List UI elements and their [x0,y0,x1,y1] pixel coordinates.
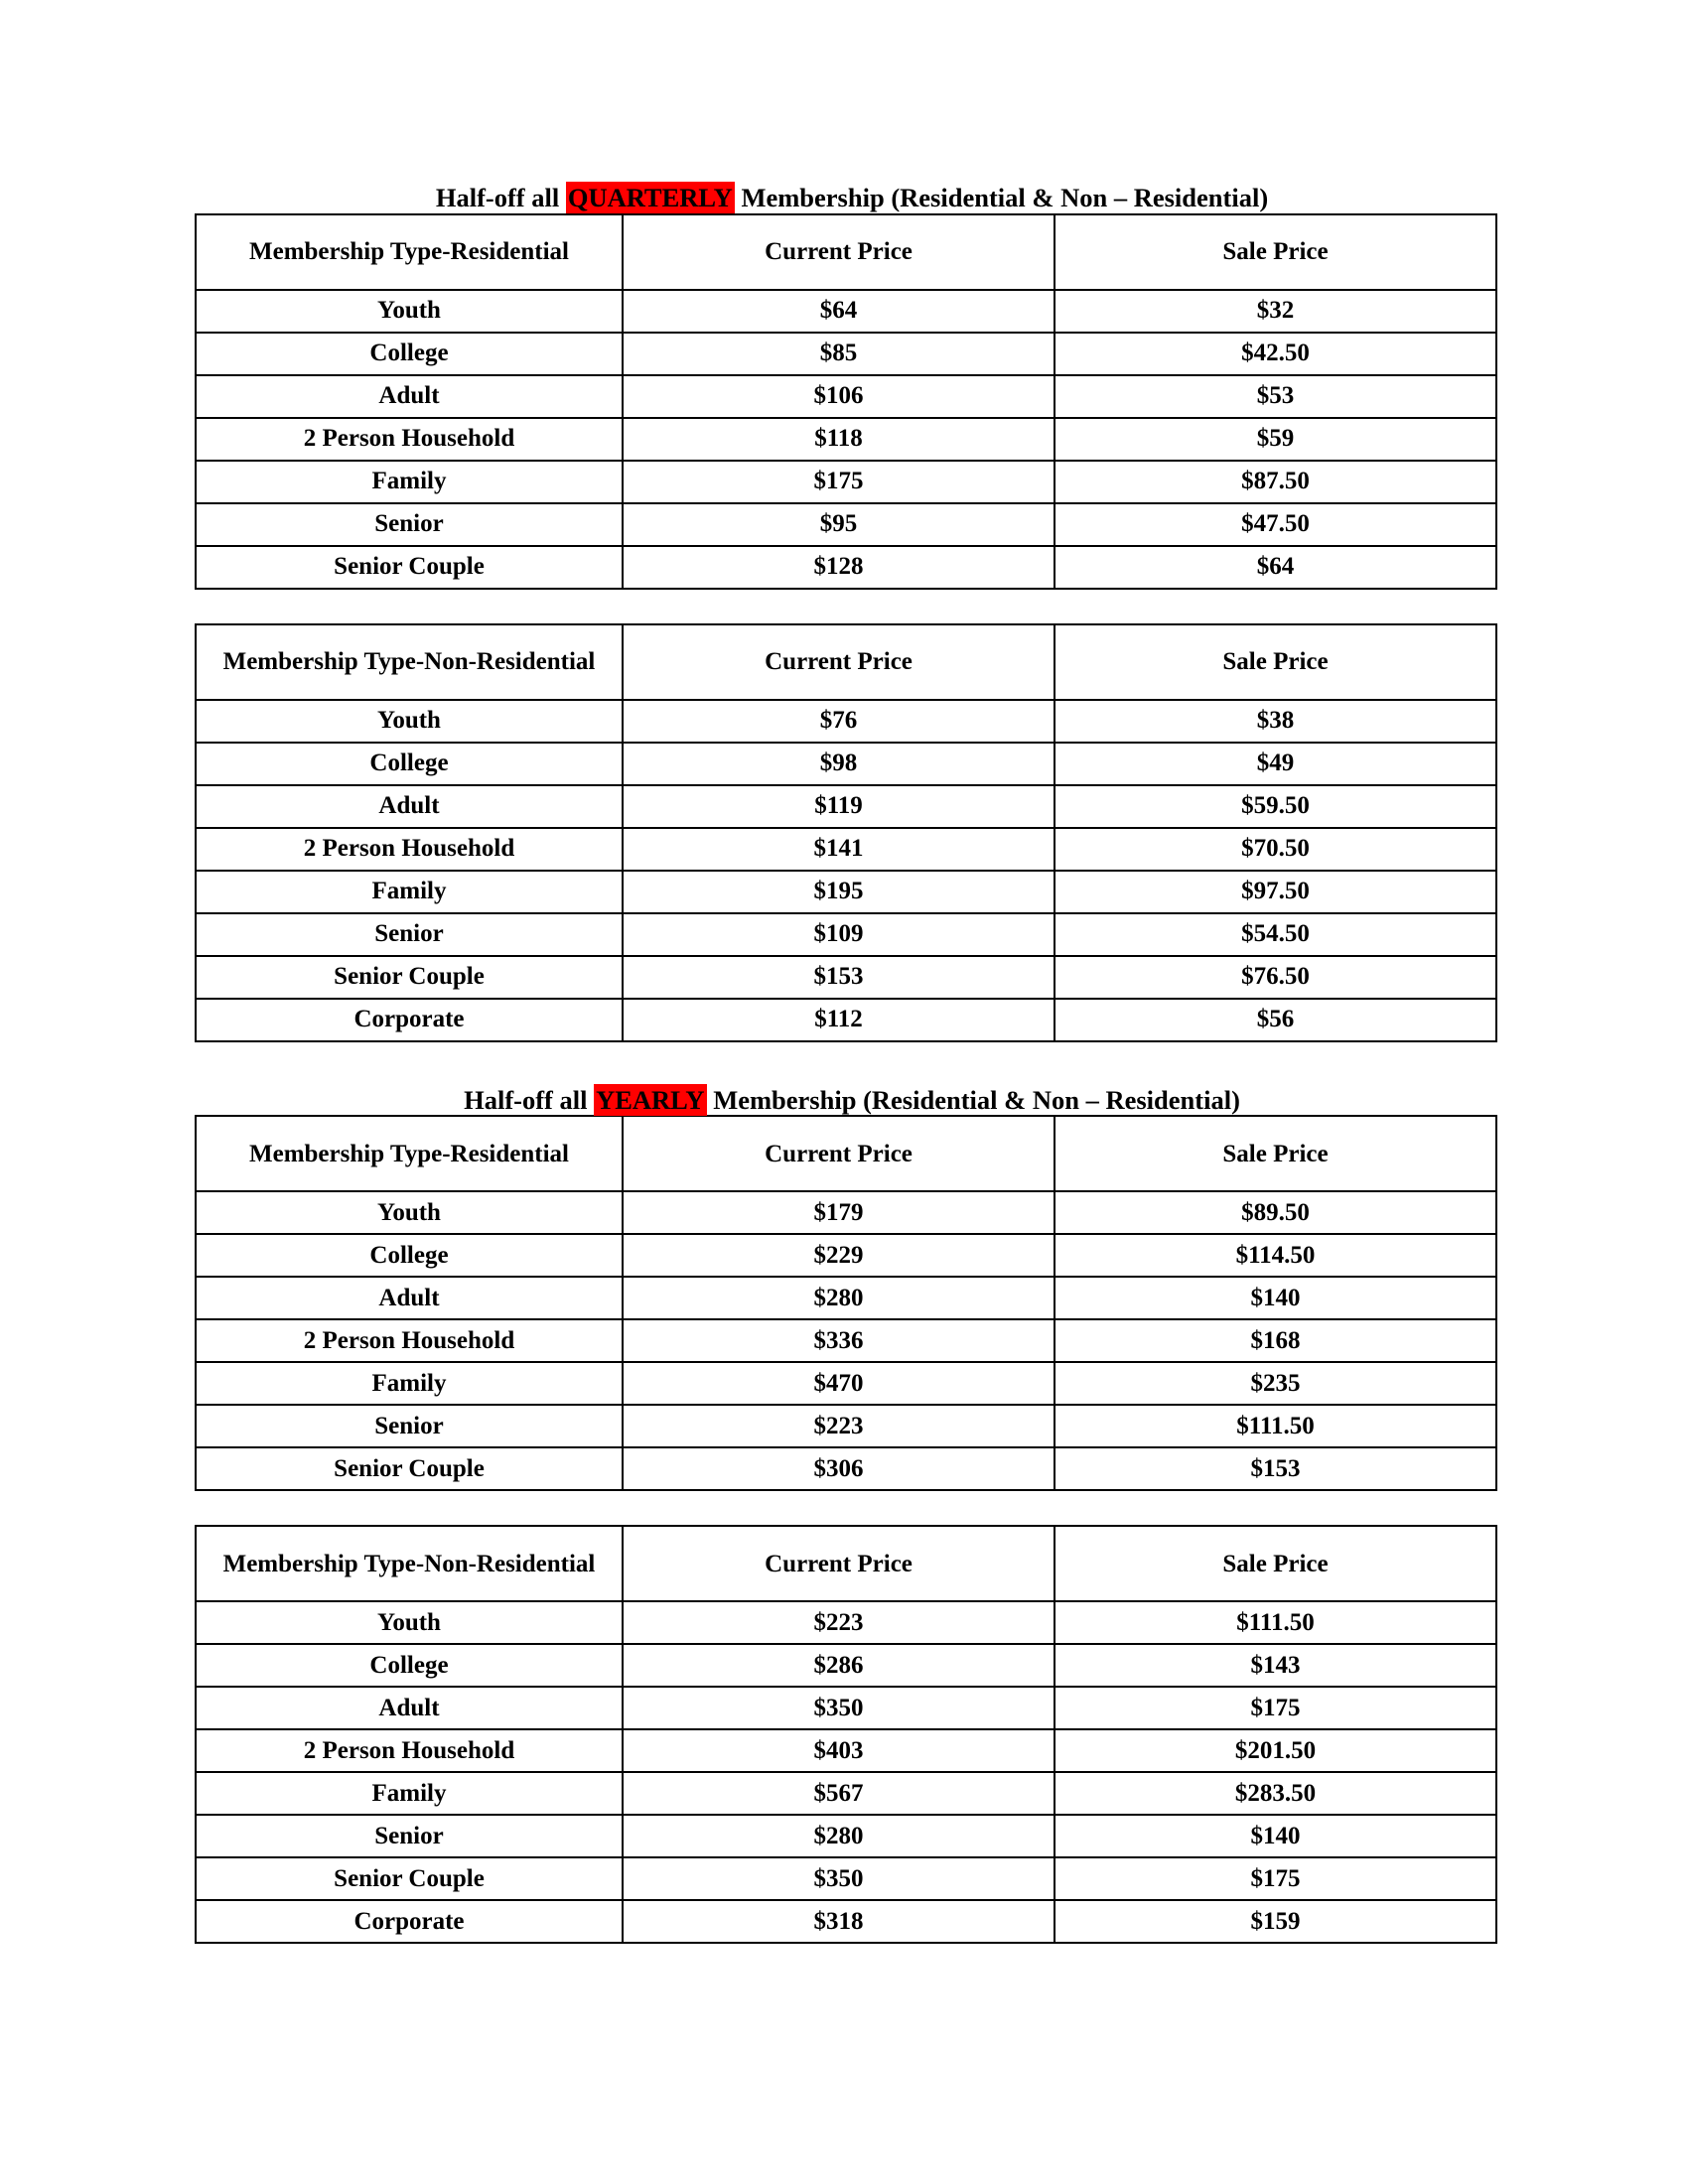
cell-membership-type: Adult [196,1277,623,1319]
cell-current-price: $153 [623,956,1055,999]
table-row [196,871,1496,913]
cell-sale-price: $175 [1055,1687,1496,1729]
cell-current-price: $141 [623,828,1055,871]
document-content [195,184,1495,1944]
cell-membership-type: 2 Person Household [196,1319,623,1362]
price-table-yearly-residential [195,1115,1497,1491]
section-title-prefix: Half-off all [464,1084,595,1115]
cell-current-price: $223 [623,1601,1055,1644]
cell-membership-type: 2 Person Household [196,418,623,461]
table-row [196,1687,1496,1729]
cell-sale-price: $53 [1055,375,1496,418]
cell-membership-type: Youth [196,290,623,333]
cell-current-price: $286 [623,1644,1055,1687]
cell-current-price: $109 [623,913,1055,956]
table-row [196,1234,1496,1277]
cell-membership-type: 2 Person Household [196,1729,623,1772]
cell-current-price: $350 [623,1687,1055,1729]
cell-sale-price: $114.50 [1055,1234,1496,1277]
cell-current-price: $470 [623,1362,1055,1405]
price-table-yearly-non-residential [195,1525,1497,1944]
cell-membership-type: Senior Couple [196,546,623,589]
table-row [196,1362,1496,1405]
cell-current-price: $318 [623,1900,1055,1943]
column-header-sale-price: Sale Price [1055,1116,1496,1191]
table-row [196,333,1496,375]
price-table-quarterly-residential [195,213,1497,590]
table-header-row [196,214,1496,290]
column-header-membership-type: Membership Type-Non-Residential [196,624,623,700]
cell-membership-type: Family [196,461,623,503]
section-title-quarterly [195,184,1495,213]
cell-membership-type: College [196,1234,623,1277]
cell-membership-type: Family [196,871,623,913]
table-spacer [195,590,1495,623]
cell-membership-type: Family [196,1362,623,1405]
cell-current-price: $306 [623,1447,1055,1490]
table-row [196,1900,1496,1943]
cell-sale-price: $235 [1055,1362,1496,1405]
table-header-row [196,1526,1496,1601]
cell-current-price: $195 [623,871,1055,913]
cell-sale-price: $283.50 [1055,1772,1496,1815]
cell-current-price: $106 [623,375,1055,418]
cell-current-price: $567 [623,1772,1055,1815]
cell-current-price: $118 [623,418,1055,461]
table-row [196,1405,1496,1447]
cell-sale-price: $70.50 [1055,828,1496,871]
cell-membership-type: College [196,333,623,375]
cell-membership-type: Corporate [196,999,623,1041]
cell-membership-type: College [196,1644,623,1687]
column-header-current-price: Current Price [623,214,1055,290]
cell-current-price: $403 [623,1729,1055,1772]
table-row [196,503,1496,546]
cell-sale-price: $49 [1055,743,1496,785]
column-header-membership-type: Membership Type-Residential [196,1116,623,1191]
cell-membership-type: Corporate [196,1900,623,1943]
cell-current-price: $85 [623,333,1055,375]
table-body [196,1191,1496,1490]
table-row [196,743,1496,785]
cell-membership-type: Senior [196,1405,623,1447]
column-header-current-price: Current Price [623,1526,1055,1601]
cell-current-price: $179 [623,1191,1055,1234]
cell-membership-type: College [196,743,623,785]
cell-current-price: $280 [623,1815,1055,1857]
section-title-suffix: Membership (Residential & Non – Residential) [706,1084,1240,1115]
cell-membership-type: Senior Couple [196,1857,623,1900]
cell-current-price: $280 [623,1277,1055,1319]
cell-sale-price: $32 [1055,290,1496,333]
column-header-sale-price: Sale Price [1055,624,1496,700]
cell-membership-type: Youth [196,1601,623,1644]
cell-membership-type: Senior [196,1815,623,1857]
table-row [196,375,1496,418]
table-body [196,290,1496,589]
cell-membership-type: Youth [196,700,623,743]
cell-sale-price: $59 [1055,418,1496,461]
table-row [196,1815,1496,1857]
cell-membership-type: Senior [196,503,623,546]
table-row [196,1277,1496,1319]
table-row [196,1729,1496,1772]
cell-sale-price: $54.50 [1055,913,1496,956]
table-row [196,1601,1496,1644]
column-header-membership-type: Membership Type-Residential [196,214,623,290]
cell-membership-type: Family [196,1772,623,1815]
cell-sale-price: $201.50 [1055,1729,1496,1772]
table-header-row [196,1116,1496,1191]
table-row [196,956,1496,999]
section-spacer [195,1042,1495,1086]
table-row [196,418,1496,461]
table-row [196,290,1496,333]
cell-current-price: $229 [623,1234,1055,1277]
cell-membership-type: Adult [196,375,623,418]
cell-current-price: $128 [623,546,1055,589]
table-spacer [195,1491,1495,1525]
cell-current-price: $98 [623,743,1055,785]
cell-membership-type: Adult [196,785,623,828]
cell-current-price: $223 [623,1405,1055,1447]
section-title-keyword: YEARLY [596,1084,705,1115]
cell-current-price: $112 [623,999,1055,1041]
table-row [196,1191,1496,1234]
cell-sale-price: $56 [1055,999,1496,1041]
table-body [196,1601,1496,1943]
table-row [196,1447,1496,1490]
table-row [196,913,1496,956]
table-row [196,546,1496,589]
cell-sale-price: $143 [1055,1644,1496,1687]
cell-membership-type: Adult [196,1687,623,1729]
cell-current-price: $95 [623,503,1055,546]
cell-current-price: $119 [623,785,1055,828]
cell-sale-price: $87.50 [1055,461,1496,503]
cell-sale-price: $168 [1055,1319,1496,1362]
cell-membership-type: Senior Couple [196,956,623,999]
column-header-membership-type: Membership Type-Non-Residential [196,1526,623,1601]
cell-current-price: $64 [623,290,1055,333]
cell-sale-price: $175 [1055,1857,1496,1900]
table-body [196,700,1496,1041]
table-row [196,700,1496,743]
cell-sale-price: $159 [1055,1900,1496,1943]
cell-current-price: $175 [623,461,1055,503]
section-title-keyword: QUARTERLY [567,183,733,212]
cell-sale-price: $42.50 [1055,333,1496,375]
cell-current-price: $336 [623,1319,1055,1362]
section-title-suffix: Membership (Residential & Non – Residential) [734,183,1269,212]
column-header-current-price: Current Price [623,624,1055,700]
cell-membership-type: 2 Person Household [196,828,623,871]
table-header-row [196,624,1496,700]
cell-membership-type: Youth [196,1191,623,1234]
cell-sale-price: $97.50 [1055,871,1496,913]
cell-membership-type: Senior [196,913,623,956]
cell-sale-price: $59.50 [1055,785,1496,828]
table-row [196,1319,1496,1362]
section-title-yearly [195,1086,1495,1116]
cell-sale-price: $140 [1055,1277,1496,1319]
price-table-quarterly-non-residential [195,623,1497,1042]
cell-current-price: $76 [623,700,1055,743]
table-row [196,785,1496,828]
cell-membership-type: Senior Couple [196,1447,623,1490]
cell-sale-price: $64 [1055,546,1496,589]
cell-sale-price: $111.50 [1055,1601,1496,1644]
table-row [196,828,1496,871]
cell-sale-price: $47.50 [1055,503,1496,546]
table-row [196,1644,1496,1687]
table-row [196,999,1496,1041]
column-header-sale-price: Sale Price [1055,214,1496,290]
cell-sale-price: $89.50 [1055,1191,1496,1234]
column-header-sale-price: Sale Price [1055,1526,1496,1601]
cell-sale-price: $153 [1055,1447,1496,1490]
cell-sale-price: $111.50 [1055,1405,1496,1447]
section-title-prefix: Half-off all [435,183,566,212]
table-row [196,461,1496,503]
column-header-current-price: Current Price [623,1116,1055,1191]
table-row [196,1772,1496,1815]
cell-sale-price: $140 [1055,1815,1496,1857]
cell-current-price: $350 [623,1857,1055,1900]
cell-sale-price: $38 [1055,700,1496,743]
table-row [196,1857,1496,1900]
cell-sale-price: $76.50 [1055,956,1496,999]
